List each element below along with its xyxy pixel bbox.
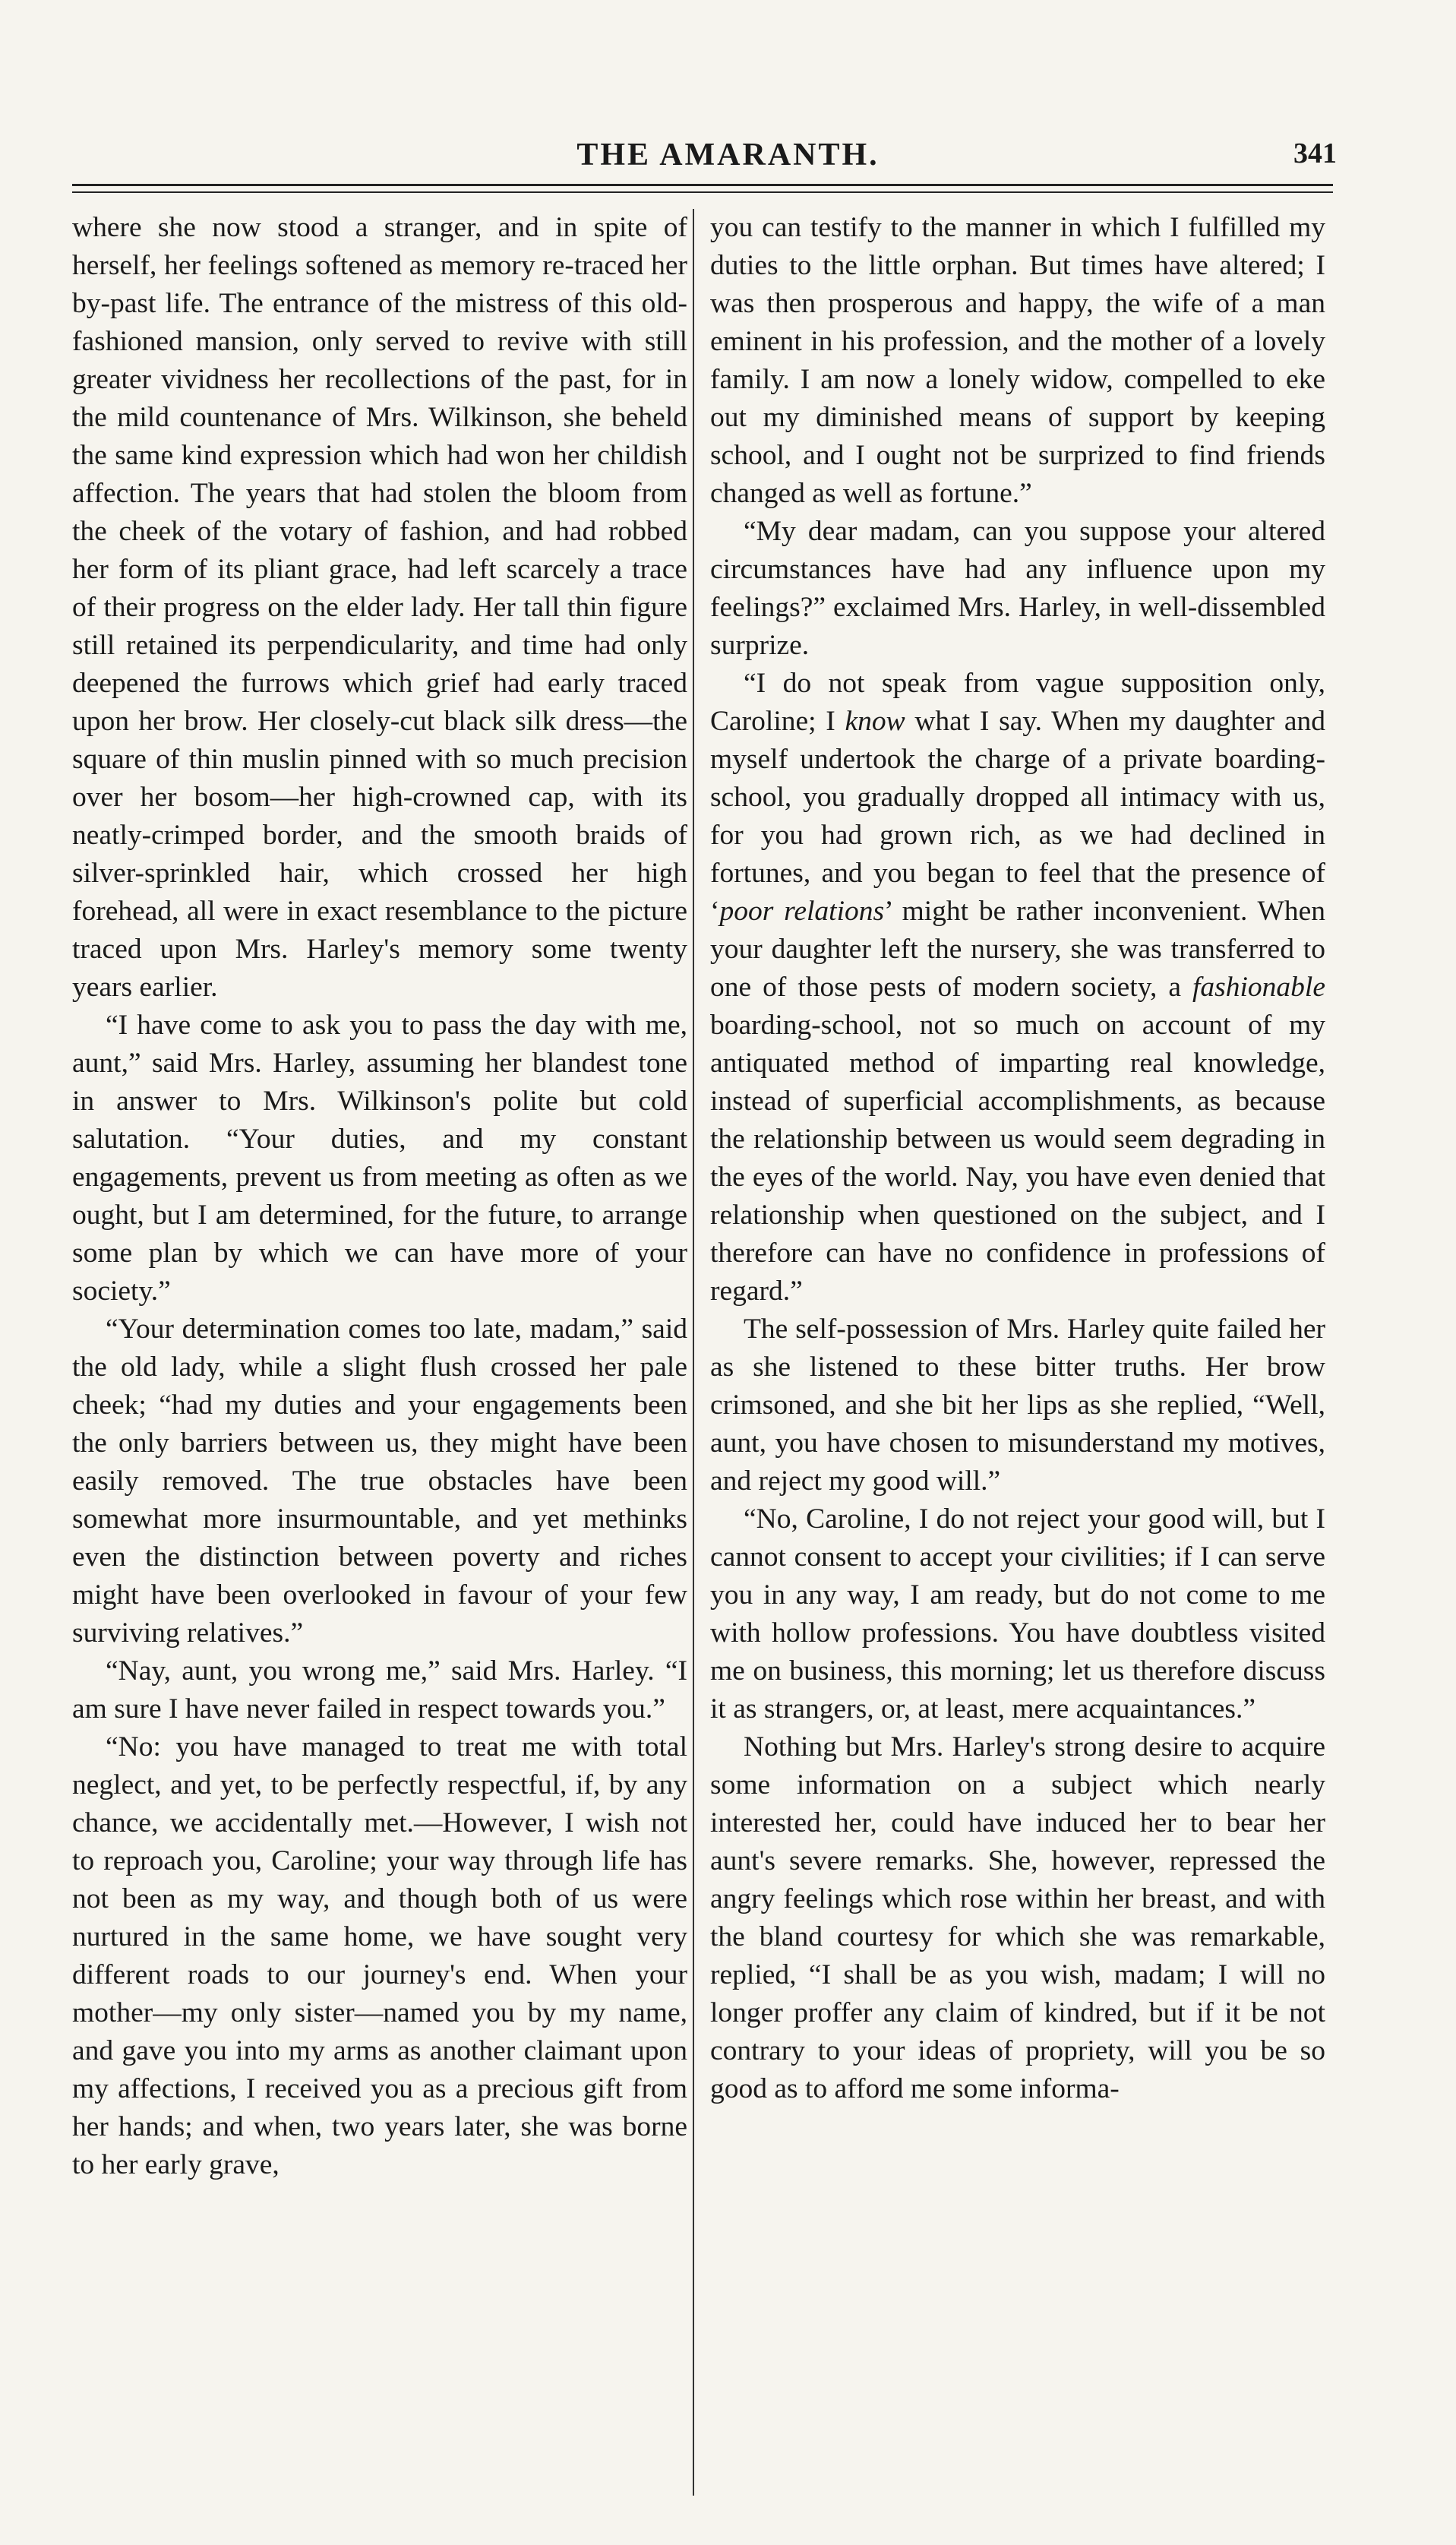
paragraph: “Nay, aunt, you wrong me,” said Mrs. Harley. “I am sure I have never failed in respect towards you.” <box>72 1655 687 1725</box>
paragraph: “Your determination comes too late, madam,” said the old lady, while a slight flush crossed her pale cheek; “had my duties and your engagements been the only barriers between us, they might have been easily removed. The true obstacles have been somewhat more insurmountable, and yet methinks even the distinction between poverty and riches might have been overlooked in favour of your few surviving relatives.” <box>72 1314 687 1649</box>
paragraph: The self-possession of Mrs. Harley quite failed her as she listened to these bitter truths. Her brow crimsoned, and she bit her lips as she replied, “Well, aunt, you have chosen to misunderstand my motives, and reject my good will.” <box>710 1314 1325 1497</box>
page-number: 341 <box>1293 138 1337 169</box>
paragraph: “My dear madam, can you suppose your altered circumstances have had any influence upon my feelings?” exclaimed Mrs. Harley, in well-dissembled surprize. <box>710 516 1325 661</box>
column-divider <box>693 209 694 2496</box>
paragraph: “I have come to ask you to pass the day with me, aunt,” said Mrs. Harley, assuming her blandest tone in answer to Mrs. Wilkinson's polite but cold salutation. “Your duties, and my constant engagements, prevent us from meeting as often as we ought, but I am determined, for the future, to arrange some plan by which we can have more of your society.” <box>72 1010 687 1307</box>
paragraph: “No: you have managed to treat me with total neglect, and yet, to be perfectly respectful, if, by any chance, we accidentally met.—However, I wish not to reproach you, Caroline; your way through life has not been as my way, and though both of us were nurtured in the same home, we have sought very different roads to our journey's end. When your mother—my only sister—named you by my name, and gave you into my arms as another claimant upon my affections, I received you as a precious gift from her hands; and when, two years later, she was borne to her early grave, <box>72 1731 687 2180</box>
paragraph: where she now stood a stranger, and in spite of herself, her feelings softened as memory re-traced her by-past life. The entrance of the mistress of this old-fashioned mansion, only served to revive with still greater vividness her recollections of the past, for in the mild countenance of Mrs. Wilkinson, she beheld the same kind expression which had won her childish affection. The years that had stolen the bloom from the cheek of the votary of fashion, and had robbed her form of its pliant grace, had left scarcely a trace of their progress on the elder lady. Her tall thin figure still retained its perpendicularity, and time had only deepened the furrows which grief had early traced upon her brow. Her closely-cut black silk dress—the square of thin muslin pinned with so much precision over her bosom—her high-crowned cap, with its neatly-crimped border, and the smooth braids of silver-sprinkled hair, which crossed her high forehead, all were in exact resemblance to the picture traced upon Mrs. Harley's memory some twenty years earlier. <box>72 212 687 1003</box>
paragraph: you can testify to the manner in which I fulfilled my duties to the little orphan. But times have altered; I was then prosperous and happy, the wife of a man eminent in his profession, and the mother of a lovely family. I am now a lonely widow, compelled to eke out my diminished means of support by keeping school, and I ought not be surprized to find friends changed as well as fortune.” <box>710 212 1325 509</box>
right-column <box>710 209 1325 2108</box>
header-rule-bottom <box>72 191 1333 193</box>
paragraph <box>710 665 1325 1310</box>
italic-text: know <box>845 706 905 737</box>
text-run: boarding-school, not so much on account of my antiquated method of imparting real knowledge, instead of superficial accomplishments, as because the relationship between us would seem degrading in the eyes of the world. Nay, you have even denied that relationship when questioned on the subject, and I therefore can have no confidence in professions of regard.” <box>710 1010 1325 1307</box>
text-run: ’ might be rather inconvenient. When your daughter left the nursery, she was transferred to one of those pests of modern society, a <box>710 896 1326 1003</box>
text-run: “I do not speak from vague supposition only, Caroline; I <box>710 668 1325 737</box>
text-run: what I say. When my daughter and myself undertook the charge of a private boarding-school, you gradually dropped all intimacy with us, for you had grown rich, as we had declined in fortunes, and you began to feel that the presence of ‘ <box>710 706 1325 927</box>
left-column <box>72 209 687 2184</box>
italic-text: poor relations <box>719 896 885 927</box>
italic-text: fashionable <box>1192 972 1325 1003</box>
header-rule-top <box>72 184 1333 186</box>
running-title: THE AMARANTH. <box>576 138 880 172</box>
paragraph: “No, Caroline, I do not reject your good will, but I cannot consent to accept your civilities; if I can serve you in any way, I am ready, but do not come to me with hollow professions. You have doubtless visited me on business, this morning; let us therefore discuss it as strangers, or, at least, mere acquaintances.” <box>710 1503 1325 1725</box>
paragraph: Nothing but Mrs. Harley's strong desire to acquire some information on a subject which nearly interested her, could have induced her to bear her aunt's severe remarks. She, however, repressed the angry feelings which rose within her breast, and with the bland courtesy for which she was remarkable, replied, “I shall be as you wish, madam; I will no longer proffer any claim of kindred, but if it be not contrary to your ideas of propriety, will you be so good as to afford me some informa- <box>710 1731 1325 2104</box>
